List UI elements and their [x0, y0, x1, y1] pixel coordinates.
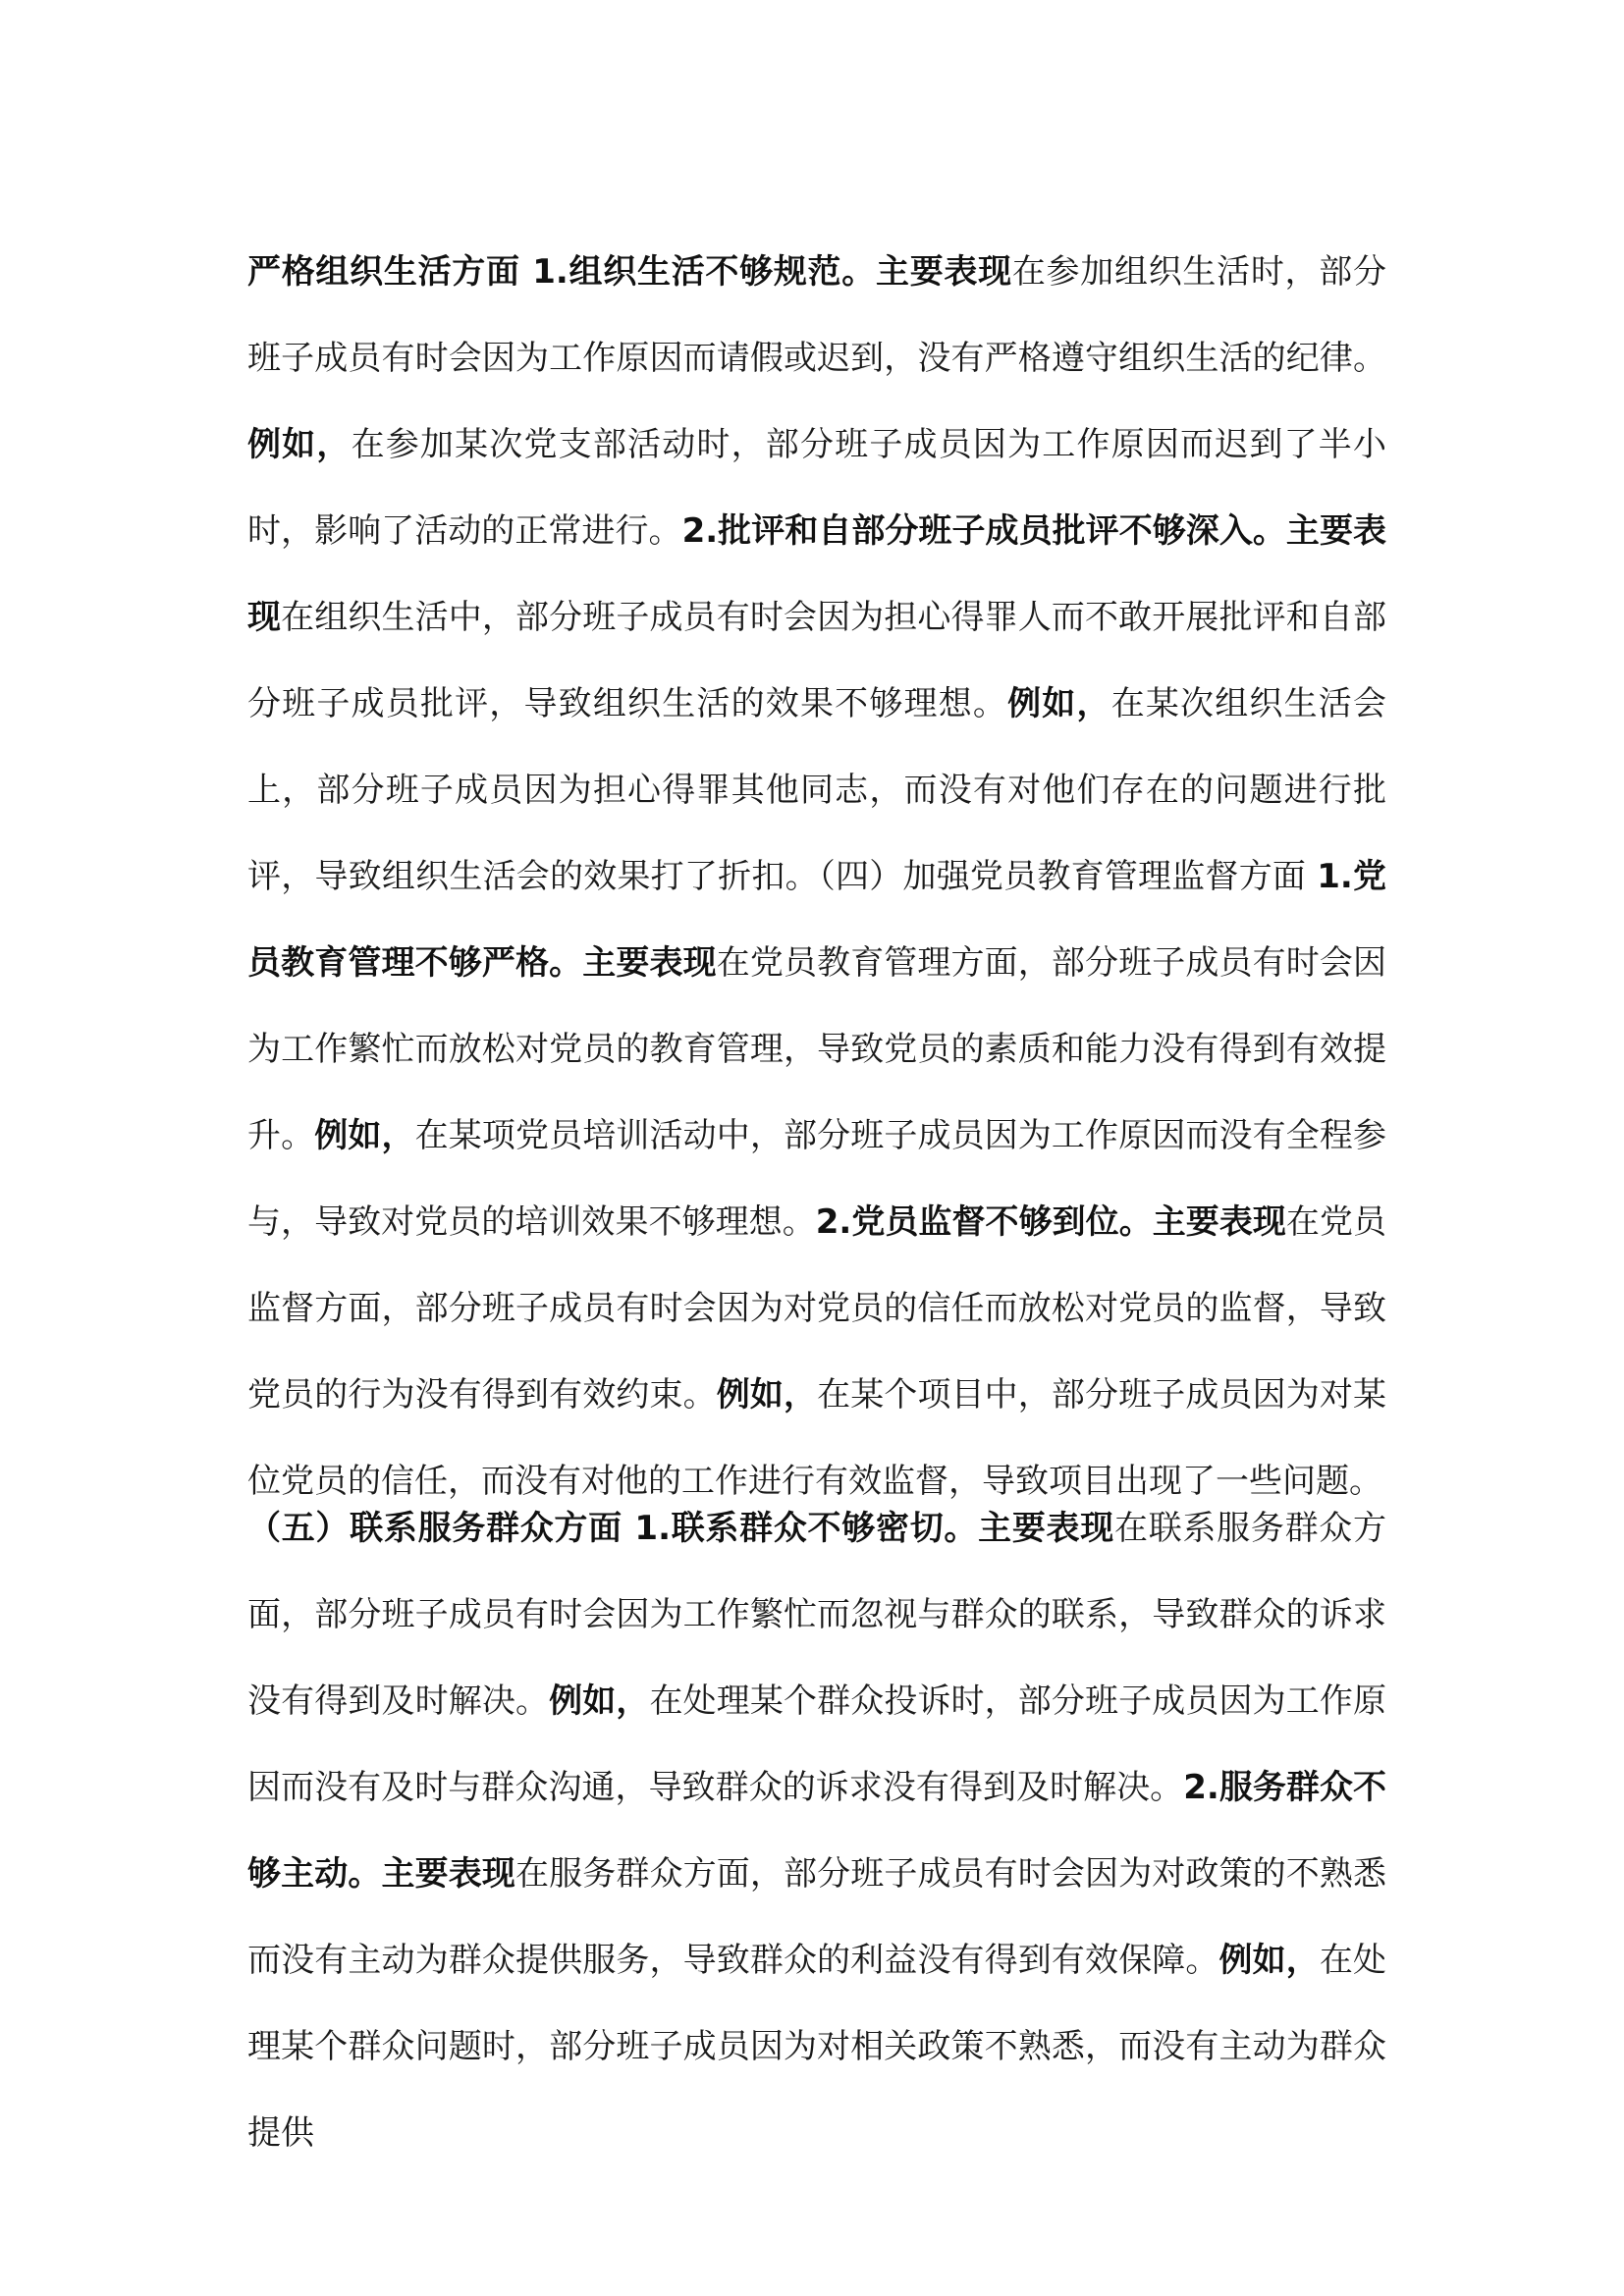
paragraph-organization-and-education: [247, 229, 1386, 1524]
bold-text-run: 2.党员监督不够到位。主要表现: [815, 1202, 1286, 1242]
bold-text-run: （五）联系服务群众方面 1.联系群众不够密切。主要表现: [247, 1509, 1114, 1548]
text-run: 在组织生活中，部分班子成员有时会因为担心得罪人而不敢开展批评和自部分班子成员批评，导致组织生活的效果不够理想。: [247, 598, 1387, 723]
bold-text-run: 例如，: [247, 425, 352, 464]
text-run: 在党员教育管理方面，部分班子成员有时会因为工作繁忙而放松对党员的教育管理，导致党员的素质和能力没有得到有效提升。: [247, 943, 1387, 1155]
text-run: 在参加某次党支部活动时，部分班子成员因为工作原因而迟到了半小时，影响了活动的正常进行。: [247, 425, 1386, 551]
text-run: 在党员监督方面，部分班子成员有时会因为对党员的信任而放松对党员的监督，导致党员的行为没有得到有效约束。: [247, 1202, 1387, 1415]
bold-text-run: 1.党员教育管理不够严格。主要表现: [247, 857, 1387, 983]
bold-text-run: 严格组织生活方面 1.组织生活不够规范。主要表现: [247, 252, 1012, 292]
bold-text-run: 例如，: [549, 1682, 650, 1721]
text-run: 在某项党员培训活动中，部分班子成员因为工作原因而没有全程参与，导致对党员的培训效果不够理想。: [247, 1116, 1387, 1242]
bold-text-run: 例如，: [716, 1375, 818, 1415]
text-run: 在某个项目中，部分班子成员因为对某位党员的信任，而没有对他的工作进行有效监督，导致项目出现了一些问题。: [247, 1375, 1387, 1501]
text-run: 在服务群众方面，部分班子成员有时会因为对政策的不熟悉而没有主动为群众提供服务，导致群众的利益没有得到有效保障。: [247, 1854, 1387, 1980]
bold-text-run: 例如，: [314, 1116, 415, 1155]
bold-text-run: 2.批评和自部分班子成员批评不够深入。主要表现: [247, 511, 1386, 637]
text-run: 在联系服务群众方面，部分班子成员有时会因为工作繁忙而忽视与群众的联系，导致群众的诉求没有得到及时解决。: [247, 1509, 1387, 1721]
bold-text-run: 例如，: [1007, 684, 1111, 723]
text-run: 在参加组织生活时，部分班子成员有时会因为工作原因而请假或迟到，没有严格遵守组织生活的纪律。: [247, 252, 1386, 378]
text-run: 在某次组织生活会上，部分班子成员因为担心得罪其他同志，而没有对他们存在的问题进行批评，导致组织生活会的效果打了折扣。（四）加强党员教育管理监督方面: [247, 684, 1386, 896]
text-run: 在处理某个群众问题时，部分班子成员因为对相关政策不熟悉，而没有主动为群众提供: [247, 1941, 1387, 2153]
bold-text-run: 例如，: [1218, 1941, 1320, 1980]
text-run: 在处理某个群众投诉时，部分班子成员因为工作原因而没有及时与群众沟通，导致群众的诉求没有得到及时解决。: [247, 1682, 1387, 1807]
paragraph-serving-the-masses: [247, 1485, 1386, 2176]
bold-text-run: 2.服务群众不够主动。主要表现: [247, 1768, 1387, 1894]
